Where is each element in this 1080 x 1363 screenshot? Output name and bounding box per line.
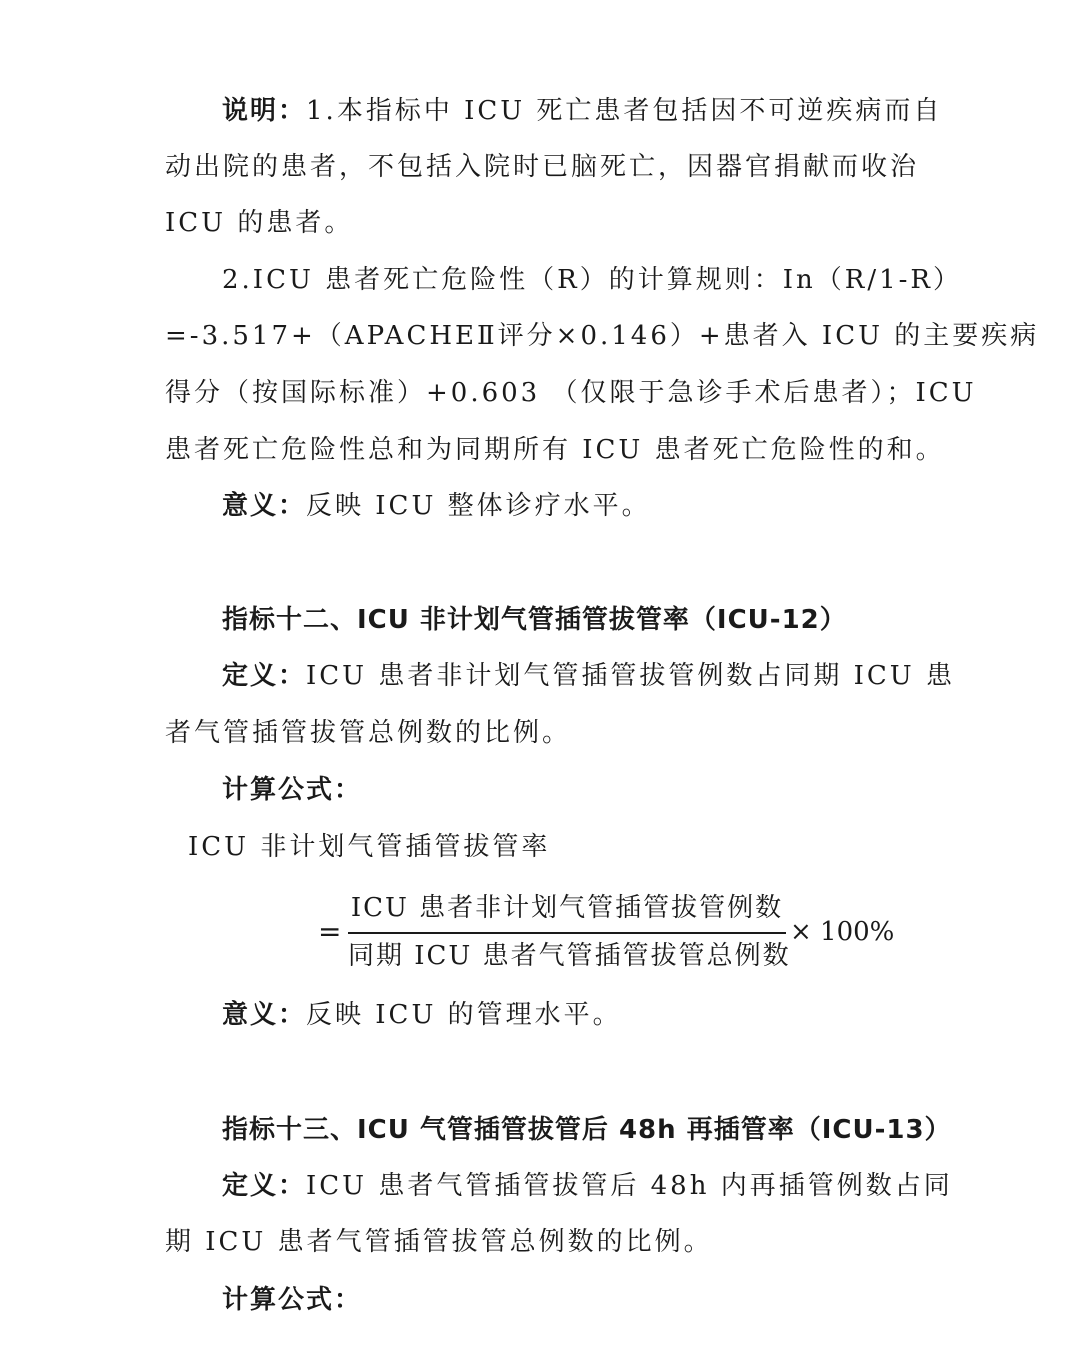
rule-paragraph-line-3: 得分（按国际标准）+0.603 （仅限于急诊手术后患者）；ICU xyxy=(165,378,977,408)
formula-fraction-bar xyxy=(348,932,786,934)
meaning-label: 意义： xyxy=(222,491,307,521)
rule-paragraph-line-4: 患者死亡危险性总和为同期所有 ICU 患者死亡危险性的和。 xyxy=(165,435,945,465)
definition-label: 定义： xyxy=(222,1171,307,1201)
indicator-13-definition-line-1 xyxy=(222,1166,972,1206)
indicator-12-formula-label: 计算公式： xyxy=(222,775,363,805)
meaning-label: 意义： xyxy=(222,1000,307,1030)
note-paragraph-line-1 xyxy=(222,91,972,131)
formula-numerator: ICU 患者非计划气管插管拔管例数 xyxy=(350,893,784,923)
formula-multiplier: × 100% xyxy=(790,917,895,947)
indicator-13-title: 指标十三、ICU 气管插管拔管后 48h 再插管率（ICU-13） xyxy=(222,1115,952,1145)
indicator-12-definition-line-1 xyxy=(222,656,972,696)
indicator-13-definition-line-2: 期 ICU 患者气管插管拔管总例数的比例。 xyxy=(165,1227,713,1257)
indicator-13-formula-label: 计算公式： xyxy=(222,1285,363,1315)
indicator-12-title: 指标十二、ICU 非计划气管插管拔管率（ICU-12） xyxy=(222,605,847,635)
meaning-text: 反映 ICU 的管理水平。 xyxy=(306,1000,622,1030)
indicator-12-definition-line-2: 者气管插管拔管总例数的比例。 xyxy=(165,718,572,748)
rule-paragraph-line-2: =-3.517+（APACHEⅡ评分×0.146）+患者入 ICU 的主要疾病 xyxy=(165,321,1040,351)
indicator-12-meaning xyxy=(222,995,972,1035)
note-label: 说明： xyxy=(222,96,307,126)
formula-denominator: 同期 ICU 患者气管插管拔管总例数 xyxy=(348,941,791,971)
meaning-text: 反映 ICU 整体诊疗水平。 xyxy=(306,491,651,521)
indicator-12-formula xyxy=(318,888,918,978)
note-paragraph-line-3: ICU 的患者。 xyxy=(165,208,354,238)
formula-equals: = xyxy=(318,915,342,948)
note-text-1: 1.本指标中 ICU 死亡患者包括因不可逆疾病而自 xyxy=(306,96,943,126)
rule-paragraph-line-1: 2.ICU 患者死亡危险性（R）的计算规则：In（R/1-R） xyxy=(222,265,962,295)
definition-label: 定义： xyxy=(222,661,307,691)
indicator-12-formula-lhs: ICU 非计划气管插管拔管率 xyxy=(188,832,551,862)
definition-text-1: ICU 患者非计划气管插管拔管例数占同期 ICU 患 xyxy=(306,661,955,691)
meaning-paragraph-prev xyxy=(222,486,972,526)
definition-text-1: ICU 患者气管插管拔管后 48h 内再插管例数占同 xyxy=(306,1171,953,1201)
note-paragraph-line-2: 动出院的患者，不包括入院时已脑死亡，因器官捐献而收治 xyxy=(165,152,920,182)
